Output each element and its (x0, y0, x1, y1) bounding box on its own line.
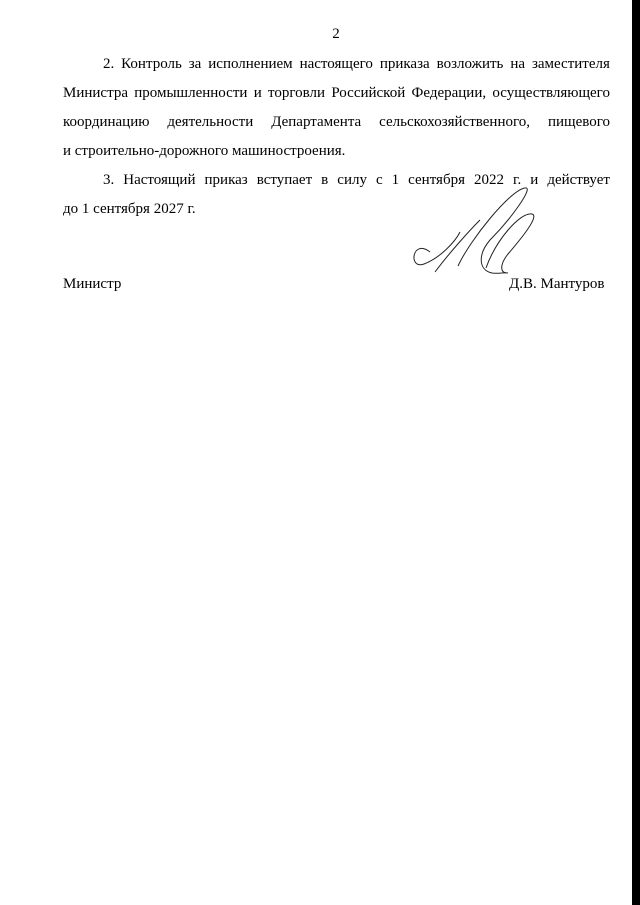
word: заместителя (531, 56, 610, 72)
word: за (188, 56, 202, 72)
word: сельскохозяйственного, (379, 114, 531, 130)
word: в (321, 172, 329, 188)
word: 2. (103, 56, 115, 72)
word: торговли (268, 85, 326, 101)
word: Контроль (121, 56, 182, 72)
scan-edge (632, 0, 640, 905)
paragraph-3-line-2: до 1 сентября 2027 г. (63, 201, 196, 217)
word: пищевого (547, 114, 610, 130)
word: Министра (63, 85, 128, 101)
paragraph-2-line-1 (103, 54, 610, 74)
signature (400, 180, 550, 275)
word: приказа (379, 56, 430, 72)
word: возложить (436, 56, 504, 72)
word: 1 (391, 172, 400, 188)
word: приказ (204, 172, 248, 188)
word: Российской (331, 85, 406, 101)
word: 2022 (474, 172, 505, 188)
word: г. (513, 172, 522, 188)
word: Федерации, (411, 85, 487, 101)
page-number: 2 (332, 26, 340, 42)
word: Департамента (271, 114, 362, 130)
word: вступает (256, 172, 313, 188)
word: на (510, 56, 526, 72)
word: силу (337, 172, 367, 188)
word: настоящего (299, 56, 373, 72)
word: и (253, 85, 262, 101)
word: деятельности (167, 114, 254, 130)
paragraph-2-line-3 (63, 112, 610, 132)
word: сентября (408, 172, 465, 188)
word: исполнением (208, 56, 293, 72)
word: с (375, 172, 383, 188)
word: Настоящий (123, 172, 196, 188)
paragraph-2-line-2 (63, 83, 610, 103)
word: действует (547, 172, 610, 188)
word: 3. (103, 172, 115, 188)
word: и (530, 172, 539, 188)
signatory-position: Министр (63, 276, 122, 292)
word: координацию (63, 114, 150, 130)
word: осуществляющего (492, 85, 610, 101)
word: промышленности (134, 85, 248, 101)
signatory-name: Д.В. Мантуров (509, 276, 605, 292)
paragraph-2-line-4: и строительно-дорожного машиностроения. (63, 143, 346, 159)
